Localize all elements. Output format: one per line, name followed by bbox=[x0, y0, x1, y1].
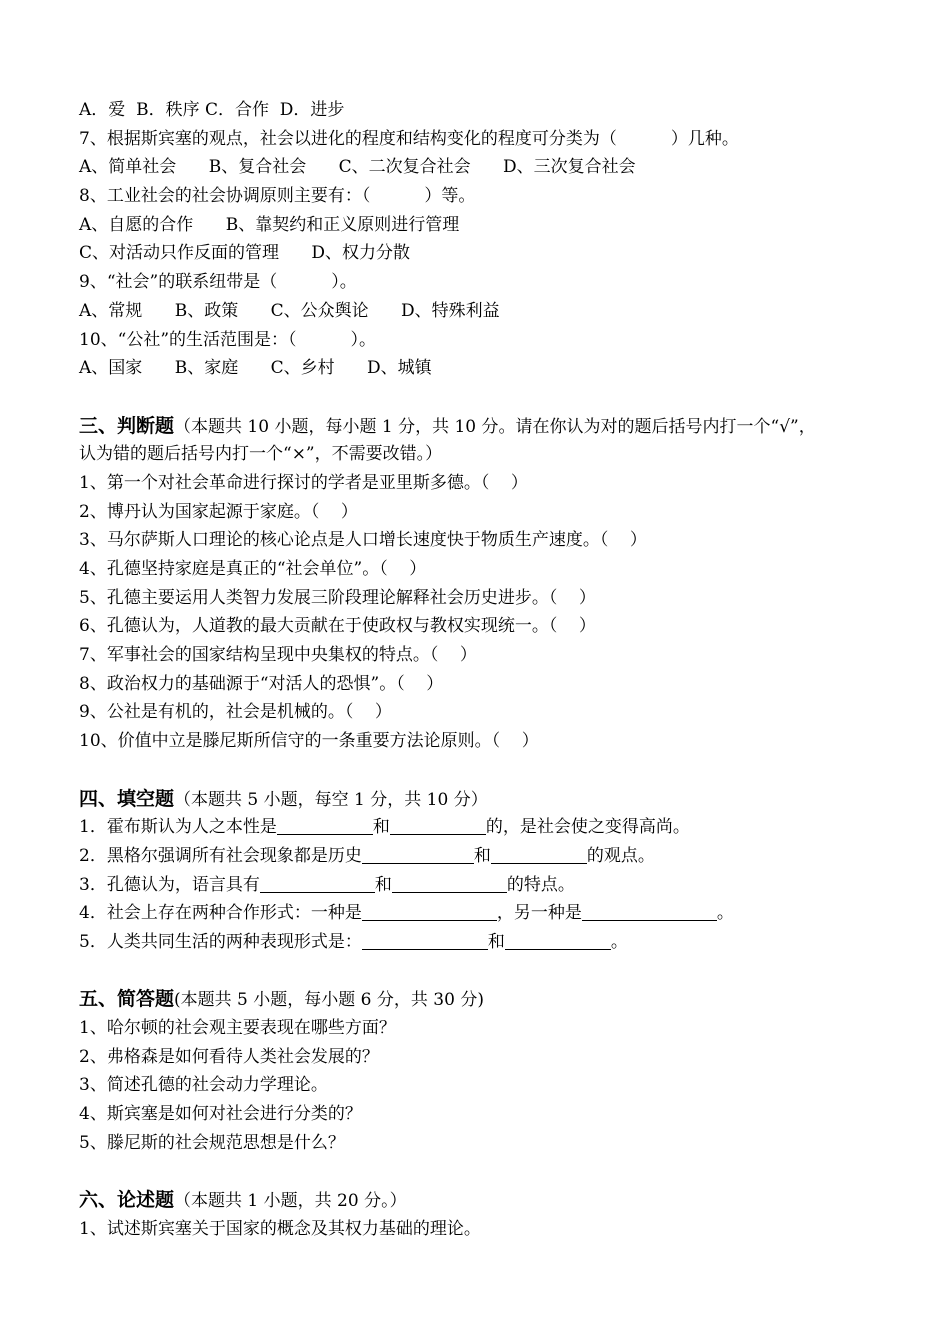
fill-blank[interactable] bbox=[392, 874, 507, 893]
judgement-item: 5、孔德主要运用人类智力发展三阶段理论解释社会历史进步。（ ） bbox=[79, 587, 596, 608]
section6-instructions: （本题共 1 小题，共 20 分。） bbox=[174, 1191, 407, 1212]
judgement-item: 2、博丹认为国家起源于家庭。（ ） bbox=[79, 501, 358, 522]
section4-header bbox=[79, 785, 879, 814]
section6-header bbox=[79, 1186, 879, 1215]
q8-options-1: A、自愿的合作 B、靠契约和正义原则进行管理 bbox=[79, 214, 460, 235]
section3-header bbox=[79, 412, 879, 441]
section5-heading: 五、简答题 bbox=[79, 988, 175, 1011]
exam-page bbox=[79, 96, 879, 1244]
fill-blank[interactable] bbox=[491, 845, 587, 864]
short-answer-item: 2、弗格森是如何看待人类社会发展的？ bbox=[79, 1046, 379, 1067]
section4-instructions: （本题共 5 小题，每空 1 分，共 10 分） bbox=[174, 789, 488, 810]
section5-header bbox=[79, 985, 879, 1014]
fill-blank[interactable] bbox=[582, 902, 717, 921]
fill-blank[interactable] bbox=[260, 874, 375, 893]
fill-item-4: 4．社会上存在两种合作形式：一种是 ，另一种是 。 bbox=[79, 903, 734, 924]
section5-instructions: (本题共 5 小题，每小题 6 分，共 30 分) bbox=[174, 990, 484, 1011]
fill-blank[interactable] bbox=[362, 902, 497, 921]
section6-heading: 六、论述题 bbox=[79, 1189, 175, 1212]
fill-item-2: 2．黑格尔强调所有社会现象都是历史 和 的观点。 bbox=[79, 845, 655, 866]
q6-options: A．爱 B．秩序 C．合作 D．进步 bbox=[79, 100, 345, 120]
short-answer-item: 3、简述孔德的社会动力学理论。 bbox=[79, 1075, 328, 1096]
judgement-item: 7、军事社会的国家结构呈现中央集权的特点。（ ） bbox=[79, 645, 477, 666]
judgement-item: 4、孔德坚持家庭是真正的“社会单位”。（ ） bbox=[79, 559, 427, 579]
section3-instructions-2: 认为错的题后括号内打一个“×”，不需要改错。） bbox=[79, 444, 443, 465]
fill-blank[interactable] bbox=[362, 931, 488, 950]
q8-question: 8、工业社会的社会协调原则主要有：（ ）等。 bbox=[79, 186, 476, 207]
q10-question: 10、“公社”的生活范围是：（ ）。 bbox=[79, 329, 377, 350]
q9-options: A、常规 B、政策 C、公众舆论 D、特殊利益 bbox=[79, 300, 500, 321]
fill-blank[interactable] bbox=[390, 816, 486, 835]
judgement-item: 10、价值中立是滕尼斯所信守的一条重要方法论原则。（ ） bbox=[79, 731, 539, 752]
q7-options: A、简单社会 B、复合社会 C、二次复合社会 D、三次复合社会 bbox=[79, 157, 636, 178]
short-answer-item: 4、斯宾塞是如何对社会进行分类的？ bbox=[79, 1104, 362, 1125]
short-answer-item: 1、哈尔顿的社会观主要表现在哪些方面？ bbox=[79, 1018, 396, 1038]
section3-instructions-1: （本题共 10 小题，每小题 1 分，共 10 分。请在你认为对的题后括号内打一个“√”， bbox=[174, 416, 816, 437]
q9-question: 9、“社会”的联系纽带是（ ）。 bbox=[79, 272, 357, 293]
fill-item-5: 5．人类共同生活的两种表现形式是： 和 。 bbox=[79, 931, 628, 952]
short-answer-item: 5、滕尼斯的社会规范思想是什么？ bbox=[79, 1132, 345, 1153]
judgement-item: 6、孔德认为，人道教的最大贡献在于使政权与教权实现统一。（ ） bbox=[79, 616, 596, 637]
judgement-item: 1、第一个对社会革命进行探讨的学者是亚里斯多德。（ ） bbox=[79, 472, 528, 493]
fill-item-3: 3．孔德认为，语言具有 和 的特点。 bbox=[79, 874, 575, 895]
essay-item: 1、试述斯宾塞关于国家的概念及其权力基础的理论。 bbox=[79, 1218, 481, 1239]
fill-blank[interactable] bbox=[362, 845, 474, 864]
q8-options-2: C、对活动只作反面的管理 D、权力分散 bbox=[79, 243, 411, 264]
judgement-item: 8、政治权力的基础源于“对活人的恐惧”。（ ） bbox=[79, 673, 444, 694]
section4-heading: 四、填空题 bbox=[79, 787, 175, 810]
q10-options: A、国家 B、家庭 C、乡村 D、城镇 bbox=[79, 358, 432, 379]
judgement-item: 9、公社是有机的，社会是机械的。（ ） bbox=[79, 702, 392, 723]
fill-blank[interactable] bbox=[277, 816, 373, 835]
judgement-item: 3、马尔萨斯人口理论的核心论点是人口增长速度快于物质生产速度。（ ） bbox=[79, 530, 647, 551]
q7-question: 7、根据斯宾塞的观点，社会以进化的程度和结构变化的程度可分类为（ ）几种。 bbox=[79, 128, 739, 149]
fill-item-1: 1．霍布斯认为人之本性是 和 的，是社会使之变得高尚。 bbox=[79, 817, 690, 838]
fill-blank[interactable] bbox=[505, 931, 611, 950]
section3-heading: 三、判断题 bbox=[79, 414, 175, 437]
